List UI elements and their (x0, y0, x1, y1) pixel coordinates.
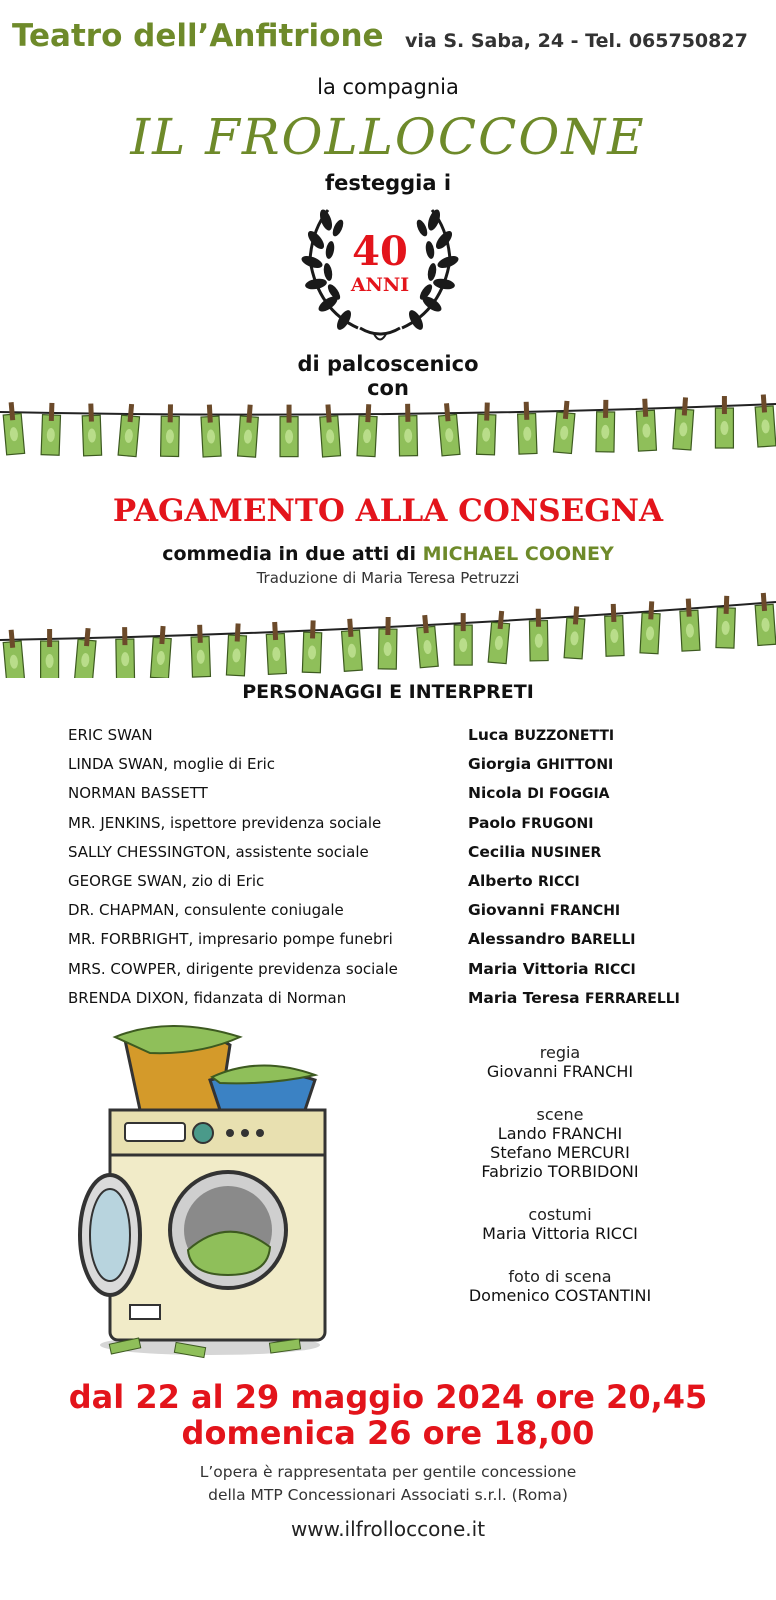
actor-first-name: Maria Teresa (468, 988, 585, 1007)
money-bill-icon (529, 609, 548, 661)
cast-role (68, 755, 468, 784)
money-bill-icon (640, 601, 661, 654)
company-intro: la compagnia (317, 75, 459, 99)
actor-last-name: NUSINER (530, 844, 602, 861)
performance-dates: dal 22 al 29 maggio 2024 ore 20,45 (68, 1378, 708, 1416)
cast-row (68, 726, 748, 755)
celebrates-text: festeggia i (324, 171, 452, 195)
cast-list (68, 726, 748, 1018)
credit-block (450, 1267, 670, 1305)
actor-last-name: DI FOGGIA (527, 786, 610, 803)
role-description: , impresario pompe funebri (188, 930, 393, 949)
money-bill-icon (161, 404, 180, 456)
cast-row (68, 755, 748, 784)
money-bill-icon (341, 618, 363, 671)
cast-actor (468, 901, 620, 930)
role-name: DR. CHAPMAN (68, 901, 175, 920)
cast-role (68, 872, 468, 901)
play-author: MICHAEL COONEY (422, 543, 614, 565)
money-bill-icon (378, 617, 397, 669)
money-clothesline-icon (0, 392, 776, 482)
cast-row (68, 872, 748, 901)
cast-role (68, 784, 468, 813)
money-bill-icon (280, 405, 298, 457)
money-bill-icon (226, 623, 247, 676)
role-description: , assistente sociale (225, 842, 369, 861)
role-name: MR. FORBRIGHT (68, 930, 189, 949)
role-description: , dirigente previdenza sociale (176, 959, 398, 978)
cast-actor (468, 814, 593, 843)
money-bill-icon (564, 606, 586, 659)
credit-label: scene (536, 1105, 584, 1124)
role-name: NORMAN BASSETT (68, 784, 208, 803)
money-bill-icon (319, 404, 341, 457)
translation-credit: Traduzione di Maria Teresa Petruzzi (256, 569, 520, 587)
cast-actor (468, 784, 610, 813)
with-text: con (367, 376, 409, 400)
credit-block (450, 1205, 670, 1243)
play-subtitle-prefix: commedia in due atti di (162, 543, 423, 565)
money-bill-icon (200, 404, 221, 457)
cast-role (68, 989, 468, 1018)
money-bill-icon (41, 403, 61, 456)
money-bill-icon (517, 401, 537, 454)
money-bill-icon (488, 610, 510, 663)
actor-first-name: Giovanni (468, 901, 551, 920)
credit-name: Fabrizio TORBIDONI (481, 1162, 639, 1181)
theatre-name: Teatro dell’Anfitrione (12, 18, 384, 54)
credit-label: regia (539, 1043, 581, 1062)
actor-first-name: Cecilia (468, 842, 531, 861)
cast-role (68, 814, 468, 843)
role-description: , consulente coniugale (174, 901, 344, 920)
money-bill-icon (82, 403, 102, 456)
cast-role (68, 726, 468, 755)
credit-name: Maria Vittoria RICCI (482, 1224, 638, 1243)
washing-machine-icon (70, 1025, 350, 1360)
credit-name: Domenico COSTANTINI (468, 1286, 652, 1305)
money-bill-icon (679, 598, 700, 651)
money-bill-icon (41, 629, 59, 678)
role-description: , ispettore previdenza sociale (160, 813, 382, 832)
money-bill-icon (754, 592, 776, 645)
actor-last-name: BUZZONETTI (513, 728, 615, 744)
role-name: SALLY CHESSINGTON (68, 842, 226, 861)
cast-role (68, 901, 468, 930)
role-name: ERIC SWAN (68, 726, 153, 744)
money-bill-icon (357, 404, 378, 457)
cast-actor (468, 872, 580, 901)
cast-actor (468, 726, 614, 755)
actor-last-name: BARELLI (570, 932, 636, 949)
cast-row (68, 930, 748, 959)
money-clothesline-icon (0, 578, 776, 678)
license-line-1: L’opera è rappresentata per gentile concessione (199, 1463, 577, 1481)
money-bill-icon (476, 402, 496, 455)
money-bill-icon (399, 404, 418, 456)
money-bill-icon (2, 401, 24, 454)
cast-row (68, 960, 748, 989)
cast-row (68, 989, 748, 1018)
cast-actor (468, 843, 601, 872)
actor-last-name: GHITTONI (536, 757, 614, 774)
cast-actor (468, 960, 636, 989)
role-name: MRS. COWPER (68, 959, 177, 978)
actor-first-name: Luca (468, 726, 514, 744)
company-name: IL FROLLOCCONE (130, 108, 646, 166)
money-bill-icon (2, 629, 24, 678)
play-subtitle (0, 543, 776, 565)
money-bill-icon (596, 400, 615, 452)
theatre-address: via S. Saba, 24 - Tel. 065750827 (405, 30, 748, 52)
money-bill-icon (266, 622, 287, 675)
credit-block (450, 1043, 670, 1081)
website-link[interactable]: www.ilfrolloccone.it (290, 1517, 486, 1541)
stage-text: di palcoscenico (297, 352, 479, 376)
cast-row (68, 843, 748, 872)
cast-role (68, 930, 468, 959)
credit-name: Giovanni FRANCHI (486, 1062, 634, 1081)
actor-first-name: Alberto (468, 871, 539, 890)
role-name: BRENDA DIXON (68, 988, 185, 1007)
actor-last-name: FERRARELLI (584, 990, 680, 1007)
credit-block (450, 1105, 670, 1181)
money-bill-icon (716, 596, 736, 649)
cast-heading: PERSONAGGI E INTERPRETI (242, 681, 534, 703)
cast-actor (468, 989, 680, 1018)
license-line-2: della MTP Concessionari Associati s.r.l. (Roma) (208, 1486, 568, 1504)
credit-label: costumi (528, 1205, 592, 1224)
actor-last-name: FRANCHI (550, 903, 621, 920)
money-bill-icon (715, 396, 733, 448)
cast-row (68, 814, 748, 843)
actor-last-name: RICCI (594, 961, 636, 978)
actor-first-name: Alessandro (468, 930, 571, 949)
actor-first-name: Giorgia (468, 755, 537, 774)
money-bill-icon (116, 627, 135, 678)
credit-label: foto di scena (508, 1267, 612, 1286)
play-title: PAGAMENTO ALLA CONSEGNA (112, 493, 664, 529)
money-bill-icon (438, 403, 460, 456)
role-description: , zio di Eric (182, 871, 265, 890)
role-description: , moglie di Eric (163, 755, 276, 774)
money-bill-icon (636, 398, 657, 451)
money-bill-icon (604, 604, 624, 657)
role-description: , fidanzata di Norman (184, 988, 347, 1007)
cast-actor (468, 755, 613, 784)
role-name: LINDA SWAN (68, 755, 164, 774)
money-bill-icon (754, 394, 776, 447)
money-bill-icon (673, 397, 695, 450)
actor-last-name: FRUGONI (521, 815, 594, 832)
role-name: MR. JENKINS (68, 813, 161, 832)
money-bill-icon (191, 624, 211, 677)
actor-last-name: RICCI (538, 873, 580, 890)
cast-row (68, 784, 748, 813)
money-bill-icon (238, 404, 260, 457)
cast-role (68, 960, 468, 989)
credit-name: Lando FRANCHI (497, 1124, 623, 1143)
credit-name: Stefano MERCURI (490, 1143, 630, 1162)
actor-first-name: Maria Vittoria (468, 959, 595, 978)
actor-first-name: Paolo (468, 813, 522, 832)
money-bill-icon (416, 614, 438, 667)
actor-first-name: Nicola (468, 784, 528, 803)
cast-row (68, 901, 748, 930)
anniversary-number: 40 (352, 228, 408, 275)
role-name: GEORGE SWAN (68, 871, 183, 890)
money-bill-icon (302, 620, 322, 673)
money-bill-icon (75, 627, 97, 678)
anniversary-word: ANNI (350, 274, 410, 296)
cast-actor (468, 930, 635, 959)
money-bill-icon (454, 613, 472, 665)
sunday-performance: domenica 26 ore 18,00 (181, 1414, 595, 1452)
production-credits (450, 1043, 670, 1329)
money-bill-icon (150, 625, 172, 678)
money-bill-icon (118, 403, 140, 456)
cast-role (68, 843, 468, 872)
money-bill-icon (553, 400, 575, 453)
